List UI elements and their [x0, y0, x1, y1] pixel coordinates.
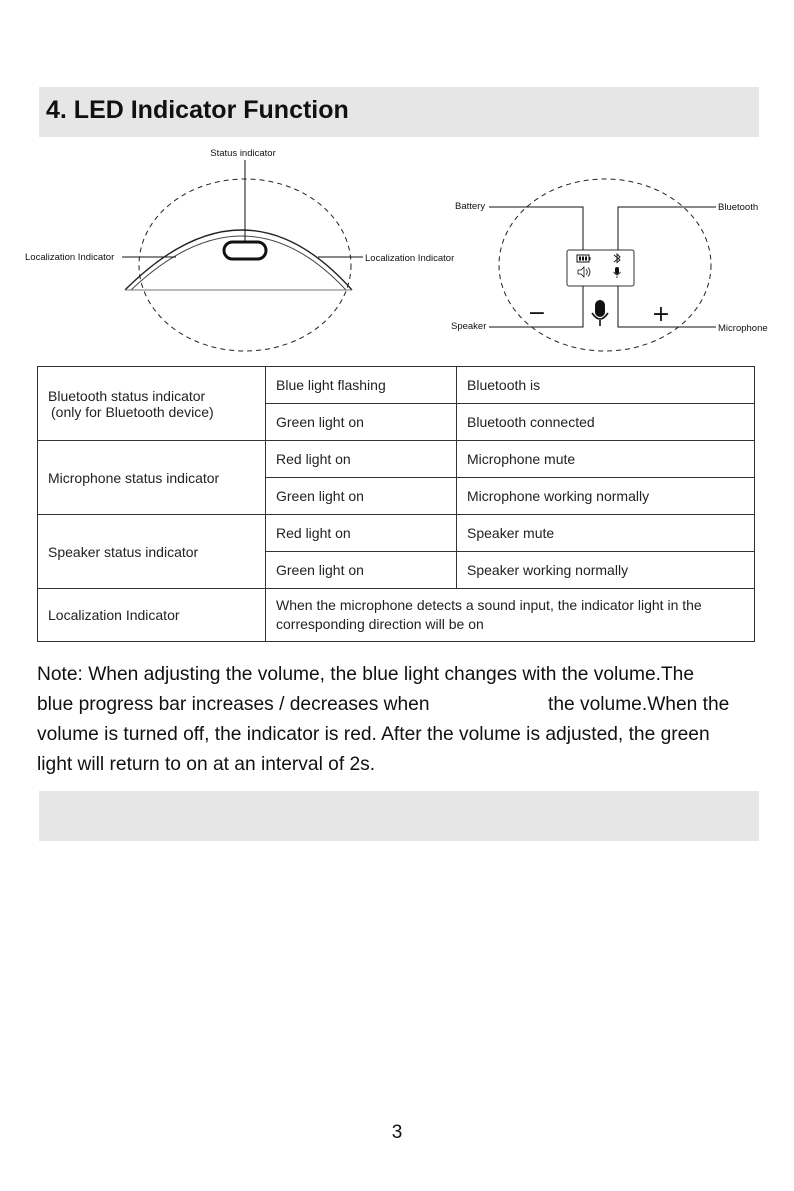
- led-indicator-table: [37, 366, 755, 642]
- device-top-view: [25, 148, 454, 351]
- led-diagram: [0, 140, 794, 360]
- mic-indicator-icon: [614, 267, 621, 278]
- volume-plus-icon: +: [651, 302, 671, 327]
- group-label: Bluetooth status indicator: [48, 387, 206, 404]
- volume-minus-icon: −: [527, 301, 547, 326]
- table-row: [38, 367, 755, 404]
- status-indicator-button: [224, 242, 266, 259]
- control-panel-view: [451, 179, 768, 351]
- battery-icon: [577, 255, 591, 262]
- battery-label: Battery: [455, 201, 486, 212]
- localization-left-label: Localization Indicator: [25, 252, 115, 263]
- light-cell: Green light on: [266, 404, 457, 441]
- microphone-button-icon: [592, 300, 608, 326]
- group-cell-microphone: Microphone status indicator: [38, 441, 266, 515]
- group-sublabel: (only for Bluetooth device): [51, 403, 214, 420]
- bluetooth-leader: [618, 207, 716, 250]
- localization-right-label: Localization Indicator: [365, 253, 455, 264]
- meaning-cell: Microphone working normally: [457, 478, 755, 515]
- meaning-cell: Speaker mute: [457, 515, 755, 552]
- device-dome-inner: [131, 236, 346, 290]
- bluetooth-icon: [614, 254, 620, 263]
- light-cell: Blue light flashing: [266, 367, 457, 404]
- bluetooth-label: Bluetooth: [718, 202, 759, 213]
- volume-note: [37, 660, 757, 780]
- table-row: [38, 441, 755, 478]
- light-cell: Green light on: [266, 552, 457, 589]
- empty-section-band: [39, 791, 759, 841]
- section-title: 4. LED Indicator Function: [46, 96, 349, 124]
- meaning-cell: Microphone mute: [457, 441, 755, 478]
- light-cell: Red light on: [266, 515, 457, 552]
- light-cell: Red light on: [266, 441, 457, 478]
- status-indicator-label: Status indicator: [210, 148, 276, 159]
- meaning-cell: Speaker working normally: [457, 552, 755, 589]
- page-number: 3: [391, 1122, 403, 1143]
- speaker-label: Speaker: [451, 321, 487, 332]
- note-line-2: [37, 690, 757, 720]
- table-row: [38, 515, 755, 552]
- meaning-cell: Bluetooth connected: [457, 404, 755, 441]
- group-cell-localization: Localization Indicator: [38, 589, 266, 642]
- meaning-cell: Bluetooth is: [457, 367, 755, 404]
- group-cell-bluetooth: [38, 367, 266, 441]
- light-cell: Green light on: [266, 478, 457, 515]
- note-line-4: light will return to on at an interval of 2s.: [37, 754, 376, 775]
- battery-leader: [489, 207, 583, 250]
- description-cell: When the microphone detects a sound input, the indicator light in the corresponding direction will be on: [266, 589, 755, 642]
- note-line-3: volume is turned off, the indicator is red. After the volume is adjusted, the green: [37, 724, 710, 745]
- note-line-2-end: the volume.When the: [548, 694, 730, 715]
- group-cell-speaker: Speaker status indicator: [38, 515, 266, 589]
- microphone-label: Microphone: [718, 323, 768, 334]
- speaker-icon: [578, 267, 590, 277]
- table-row: [38, 589, 755, 642]
- note-line-2-start: blue progress bar increases / decreases when: [37, 694, 430, 715]
- note-line-1: Note: When adjusting the volume, the blue light changes with the volume.The: [37, 664, 695, 685]
